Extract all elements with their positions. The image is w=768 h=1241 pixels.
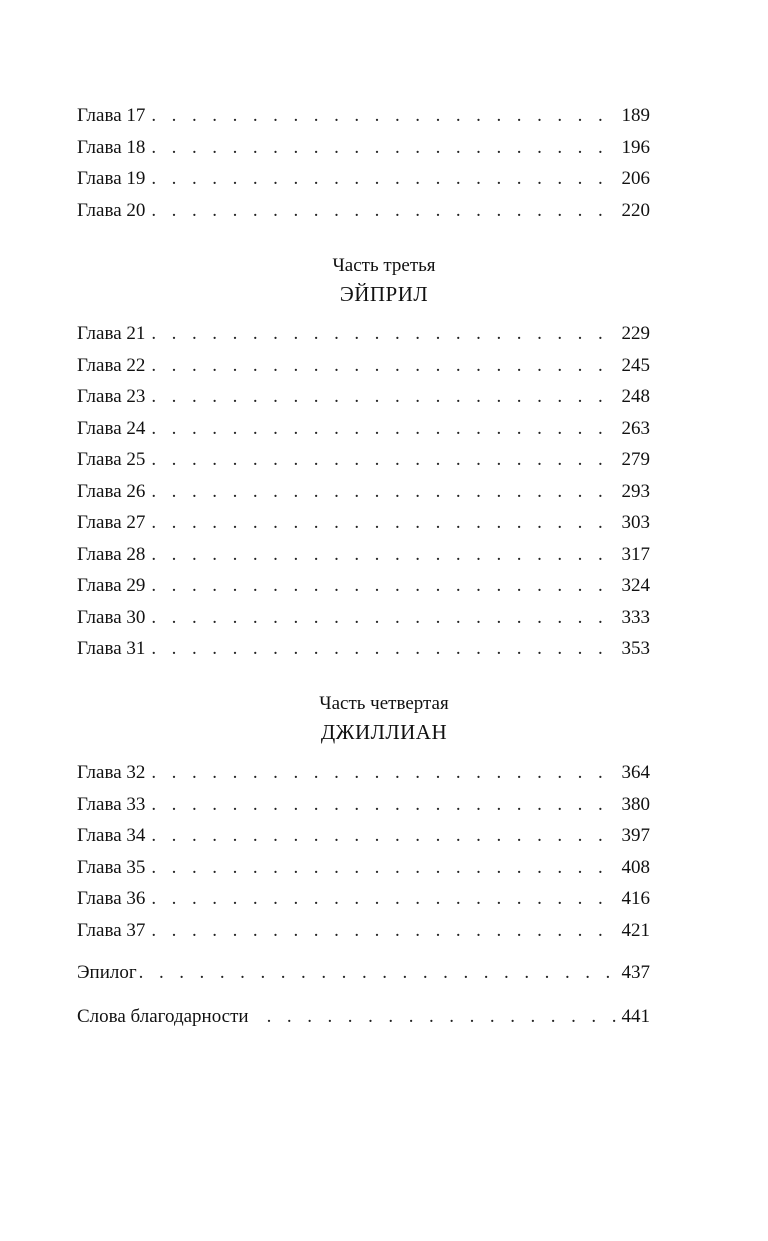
toc-entry	[77, 195, 650, 227]
toc-entry-label: Глава 17	[77, 105, 146, 126]
toc-group-3	[77, 757, 650, 946]
toc-leader-dots	[151, 318, 615, 350]
toc-entry-page: 293	[621, 480, 650, 502]
toc-leader-dots	[151, 132, 615, 164]
toc-leader-dots	[151, 633, 615, 665]
toc-entry	[77, 507, 650, 539]
toc-leader-dots	[151, 476, 615, 508]
toc-leader-dots	[151, 350, 615, 382]
toc-entry	[77, 413, 650, 445]
toc-entry-page: 263	[621, 417, 650, 439]
toc-entry-page: 324	[621, 575, 650, 596]
toc-entry-page: 333	[621, 606, 650, 628]
toc-entry-page: 303	[621, 512, 650, 533]
toc-entry-label: Глава 32	[77, 762, 146, 783]
toc-entry-page: 353	[621, 638, 650, 659]
toc-entry-page: 279	[621, 449, 650, 470]
toc-entry-page: 206	[621, 168, 650, 189]
toc-entry	[77, 602, 650, 634]
toc-entry	[77, 570, 650, 602]
toc-entry	[77, 915, 650, 947]
toc-leader-dots	[151, 915, 615, 947]
toc-entry-label: Глава 30	[77, 606, 146, 628]
part-subtitle: Часть четвертая	[319, 693, 449, 714]
toc-leader-dots	[151, 539, 615, 571]
toc-entry-page: 441	[621, 1006, 650, 1027]
toc-entry	[77, 789, 650, 821]
toc-leader-dots	[151, 852, 615, 884]
toc-entry-page: 220	[621, 199, 650, 221]
toc-leader-dots	[151, 602, 615, 634]
toc-entry-label: Глава 28	[77, 543, 146, 565]
toc-entry-label: Слова благодарности	[77, 1006, 249, 1027]
toc-entry-page: 245	[621, 354, 650, 376]
toc-leader-dots	[139, 957, 616, 989]
toc-entry-page: 397	[621, 825, 650, 846]
part-heading-4	[0, 691, 768, 747]
toc-leader-dots	[151, 507, 615, 539]
toc-entry-page: 437	[621, 962, 650, 983]
part-title: ЭЙПРИЛ	[339, 282, 429, 306]
toc-leader-dots	[151, 570, 615, 602]
toc-entry-label: Глава 24	[77, 417, 146, 439]
toc-leader-dots	[151, 883, 615, 915]
toc-entry-label: Глава 19	[77, 168, 146, 189]
toc-entry-label: Глава 22	[77, 354, 146, 376]
toc-entry-label: Глава 35	[77, 856, 146, 878]
toc-entry-page: 229	[621, 323, 650, 344]
toc-entry-label: Эпилог	[77, 962, 137, 983]
toc-entry-page: 408	[621, 856, 650, 878]
toc-entry	[77, 318, 650, 350]
toc-entry-label: Глава 27	[77, 512, 146, 533]
toc-entry	[77, 381, 650, 413]
toc-leader-dots	[267, 1001, 616, 1033]
toc-entry-label: Глава 34	[77, 825, 146, 846]
toc-entry	[77, 132, 650, 164]
toc-entry-page: 416	[621, 888, 650, 909]
toc-entry-page: 380	[621, 793, 650, 815]
toc-entry-page: 317	[621, 543, 650, 565]
toc-entry-label: Глава 23	[77, 386, 146, 407]
toc-entry-label: Глава 18	[77, 136, 146, 158]
toc-entry	[77, 757, 650, 789]
toc-leader-dots	[151, 100, 615, 132]
toc-entry-label: Глава 26	[77, 480, 146, 502]
toc-group-1	[77, 100, 650, 226]
toc-group-2	[77, 318, 650, 665]
toc-entry-label: Глава 20	[77, 199, 146, 221]
toc-leader-dots	[151, 163, 615, 195]
toc-entry	[77, 633, 650, 665]
toc-entry-page: 189	[621, 105, 650, 126]
toc-entry-label: Глава 29	[77, 575, 146, 596]
toc-entry	[77, 1001, 650, 1033]
toc-entry	[77, 163, 650, 195]
toc-entry-label: Глава 36	[77, 888, 146, 909]
toc-leader-dots	[151, 789, 615, 821]
toc-acknowledgements	[77, 1001, 650, 1033]
toc-entry-label: Глава 31	[77, 638, 146, 659]
toc-entry	[77, 820, 650, 852]
toc-entry	[77, 883, 650, 915]
part-heading-3	[0, 253, 768, 309]
toc-leader-dots	[151, 444, 615, 476]
toc-entry-label: Глава 37	[77, 919, 146, 941]
toc-entry	[77, 957, 650, 989]
toc-entry-page: 248	[621, 386, 650, 407]
part-subtitle: Часть третья	[332, 255, 436, 276]
part-title: ДЖИЛЛИАН	[320, 720, 448, 744]
toc-leader-dots	[151, 381, 615, 413]
toc-epilogue	[77, 957, 650, 989]
toc-entry	[77, 476, 650, 508]
toc-entry	[77, 350, 650, 382]
toc-entry-label: Глава 33	[77, 793, 146, 815]
toc-leader-dots	[151, 195, 615, 227]
toc-entry	[77, 444, 650, 476]
toc-entry-page: 421	[621, 919, 650, 941]
toc-entry-page: 196	[621, 136, 650, 158]
toc-entry	[77, 852, 650, 884]
toc-leader-dots	[151, 757, 615, 789]
toc-entry-label: Глава 25	[77, 449, 146, 470]
toc-entry-label: Глава 21	[77, 323, 146, 344]
toc-entry	[77, 100, 650, 132]
toc-leader-dots	[151, 820, 615, 852]
toc-leader-dots	[151, 413, 615, 445]
toc-entry-page: 364	[621, 762, 650, 783]
toc-entry	[77, 539, 650, 571]
